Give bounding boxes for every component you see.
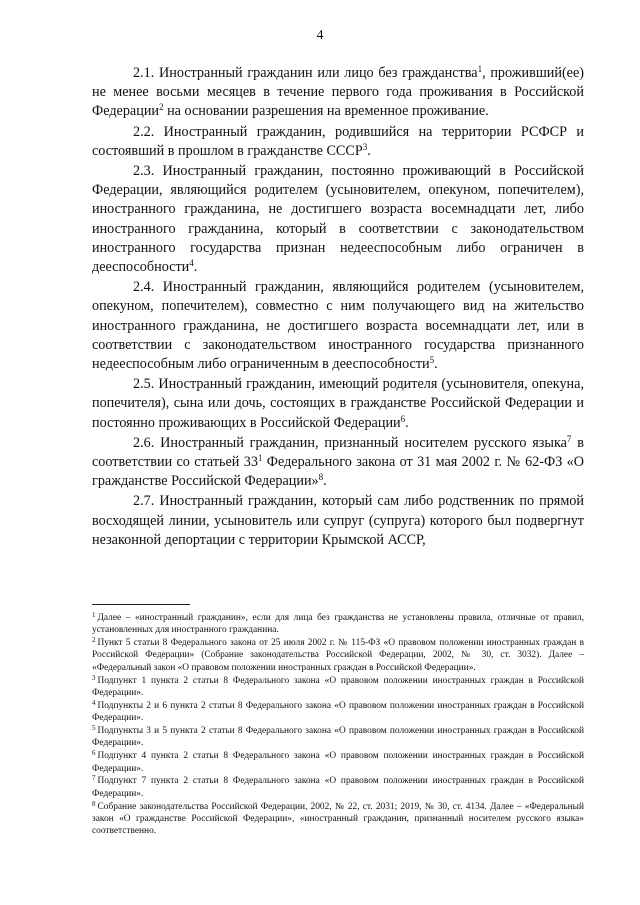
text-run: . (367, 142, 371, 159)
footnote-1 (92, 612, 584, 637)
footnote-ref: 6 (400, 413, 406, 424)
footnote-ref: 2 (159, 102, 164, 113)
footnote-5 (92, 725, 584, 750)
footnote-ref: 1 (257, 453, 263, 464)
paragraph-2-3 (92, 162, 584, 277)
text-run: на основании разрешения на временное проживание. (163, 103, 489, 120)
paragraph-2-1 (92, 64, 584, 122)
text-run: 2.3. Иностранный гражданин, постоянно проживающий в Российской Федерации, являющийся родителем (усыновителем, опекуном, попечителем), иностранного гражданина, не достигшего возраста восемнадцати лет, либо иностранного гражданина, который в соответствии с законодательством иностранного государства признан недееспособным либо ограничен в дееспособности (92, 163, 584, 276)
footnote-text: Подпункт 1 пункта 2 статьи 8 Федерального закона «О правовом положении иностранных граждан в Российской Федерации». (92, 675, 584, 698)
text-run: . (434, 356, 438, 373)
text-run: 2.6. Иностранный гражданин, признанный носителем русского языка (133, 434, 567, 451)
text-run: в соответствии со статьей 33 (92, 434, 584, 471)
footnote-mark: 2 (92, 636, 96, 645)
page-number: 4 (316, 28, 324, 43)
footnote-text: Подпункты 3 и 5 пункта 2 статьи 8 Федерального закона «О правовом положении иностранных граждан в Российской Федерации». (92, 726, 584, 749)
footnote-mark: 7 (92, 774, 96, 783)
footnotes (92, 612, 584, 838)
footnote-ref: 3 (362, 141, 368, 152)
paragraph-2-7 (92, 492, 584, 550)
footnote-8 (92, 801, 584, 838)
footnote-text: Подпункт 4 пункта 2 статьи 8 Федерального закона «О правовом положении иностранных граждан в Российской Федерации». (92, 751, 584, 774)
text-run: 2.5. Иностранный гражданин, имеющий родителя (усыновителя, опекуна, попечителя), сына или дочь, состоящих в гражданстве Российской Федерации и постоянно проживающих в Российской Федерации (92, 376, 584, 431)
footnote-text: Подпункт 7 пункта 2 статьи 8 Федерального закона «О правовом положении иностранных граждан в Российской Федерации». (92, 776, 584, 799)
text-run: Федерального закона от 31 мая 2002 г. № 62-ФЗ «О гражданстве Российской Федерации» (92, 454, 585, 490)
footnote-mark: 5 (92, 724, 96, 733)
footnote-ref: 8 (318, 472, 324, 483)
text-run: . (323, 473, 327, 490)
footnote-ref: 4 (189, 258, 194, 269)
text-run: 2.2. Иностранный гражданин, родившийся на территории РСФСР и состоявший в прошлом в гражданстве СССР (92, 123, 584, 159)
footnote-4 (92, 700, 584, 725)
footnote-separator (92, 604, 190, 605)
footnote-6 (92, 750, 584, 775)
body-text (92, 64, 584, 551)
text-run: , проживший(ее) не менее восьми месяцев в течение первого года проживания в Российской Федерации (92, 65, 584, 120)
footnote-mark: 8 (92, 799, 96, 808)
footnote-mark: 4 (92, 698, 96, 707)
text-run: 2.7. Иностранный гражданин, который сам либо родственник по прямой восходящей линии, усыновитель или супруг (супруга) которого был подвергнут незаконной депортации с территории Крымской АССР, (92, 493, 584, 548)
paragraph-2-2 (92, 123, 584, 161)
text-run: 2.1. Иностранный гражданин или лицо без гражданства (133, 65, 478, 81)
footnote-text: Собрание законодательства Российской Федерации, 2002, № 22, ст. 2031; 2019, № 30, ст. 4134. Далее – «Федеральный закон «О гражданстве Российской Федерации», «иностранный гражданин, признанный носителем русского языка» соответственно. (92, 801, 584, 837)
footnote-text: Пункт 5 статьи 8 Федерального закона от 25 июля 2002 г. № 115-ФЗ «О правовом положении иностранных граждан в Российской Федерации» (Собрание законодательства Российской Федерации, 2002, № 30, ст. 3032). Далее – «Федеральный закон «О правовом положении иностранных граждан в Российской Федерации». (92, 638, 584, 673)
text-run: . (405, 414, 409, 431)
footnote-ref: 7 (566, 433, 572, 444)
paragraph-2-5 (92, 375, 584, 433)
footnote-mark: 3 (92, 673, 96, 682)
footnote-7 (92, 775, 584, 800)
footnote-ref: 5 (429, 355, 435, 366)
text-run: 2.4. Иностранный гражданин, являющийся родителем (усыновителем, опекуном, попечителем), совместно с ним получающего вид на жительство иностранного гражданина, не достигшего возраста восемнадцати лет, или в соответствии с законодательством иностранного государства признанного недееспособным либо ограниченным в дееспособности (92, 279, 584, 373)
footnote-text: Далее – «иностранный гражданин», если для лица без гражданства не установлены правила, отличные от правил, установленных для иностранного гражданина. (92, 613, 584, 636)
footnote-ref: 1 (477, 64, 483, 74)
paragraph-2-6 (92, 434, 584, 492)
footnote-text: Подпункты 2 и 6 пункта 2 статьи 8 Федерального закона «О правовом положении иностранных граждан в Российской Федерации». (92, 700, 584, 724)
footnote-mark: 1 (92, 611, 96, 619)
paragraph-2-4 (92, 278, 584, 374)
footnote-3 (92, 675, 584, 700)
footnote-2 (92, 637, 584, 674)
text-run: . (193, 259, 198, 276)
footnote-mark: 6 (92, 749, 96, 758)
